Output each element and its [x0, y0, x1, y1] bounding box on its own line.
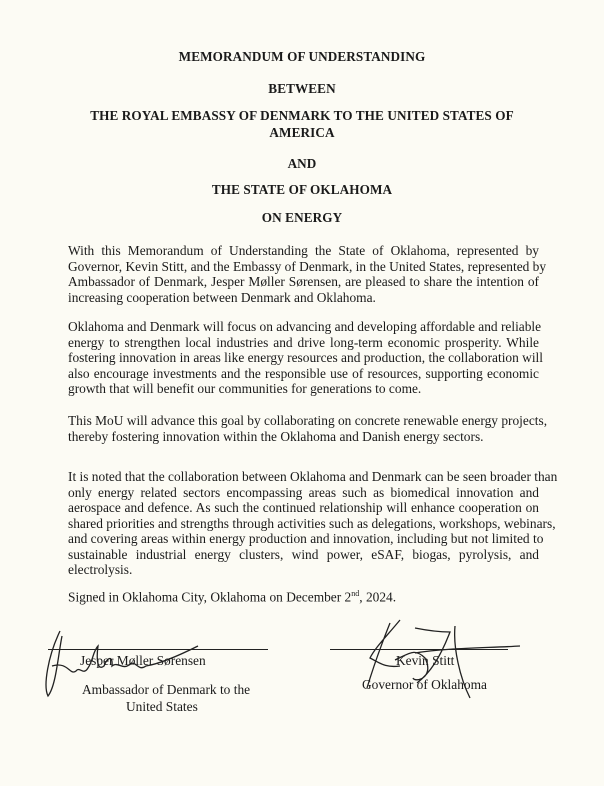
text-line: Governor, Kevin Stitt, and the Embassy of Denmark, in the United States, represented by — [68, 258, 547, 274]
signatory-title-left-line2: United States — [126, 699, 198, 714]
text-line: Ambassador of Denmark, Jesper Møller Sørensen, are pleased to share the intention of — [68, 274, 539, 289]
heading-subject: ON ENERGY — [261, 210, 343, 225]
text-line: Oklahoma and Denmark will focus on advancing and developing affordable and reliable — [68, 319, 542, 334]
signature-line-left — [48, 649, 268, 650]
text-line: thereby fostering innovation within the Oklahoma and Danish energy sectors. — [68, 428, 484, 444]
text-line: electrolysis. — [68, 562, 133, 577]
signatory-title-right: Governor of Oklahoma — [362, 677, 487, 692]
text-line: shared priorities and strengths through activities such as delegations, workshops, webinars, — [68, 515, 556, 531]
text-line: aerospace and defence. As such the continued relationship will enhance cooperation on — [68, 500, 539, 515]
text-line: energy to strengthen local industries and drive long-term economic prosperity. While — [68, 334, 539, 350]
text-line: and covering areas within energy production and innovation, including but not limited to — [68, 531, 544, 546]
signed-sup: nd — [351, 589, 360, 598]
paragraph-scope — [68, 469, 558, 578]
text-line: only energy related sectors encompassing areas such as biomedical innovation and — [68, 484, 539, 500]
paragraph-focus — [68, 319, 543, 397]
signatory-title-left-line1: Ambassador of Denmark to the — [82, 682, 251, 697]
signatory-name-right: Kevin Stitt — [396, 653, 455, 668]
text-line: also encourage investments and the responsible use of resources, supporting economic — [68, 365, 539, 381]
signatory-name-left: Jesper Møller Sørensen — [80, 653, 206, 668]
paragraph-intro — [68, 243, 547, 305]
signed-prefix: Signed in Oklahoma City, Oklahoma on December 2 — [68, 589, 352, 605]
heading-party1-line1: THE ROYAL EMBASSY OF DENMARK TO THE UNITED STATES OF — [90, 108, 514, 123]
heading-party1-line2: AMERICA — [269, 125, 335, 140]
signed-suffix: , 2024. — [359, 589, 397, 605]
document-title: MEMORANDUM OF UNDERSTANDING — [178, 49, 426, 64]
heading-between: BETWEEN — [268, 81, 336, 96]
text-line: growth that will benefit our communities for generations to come. — [68, 381, 422, 396]
text-line: With this Memorandum of Understanding the State of Oklahoma, represented by — [68, 243, 539, 258]
signing-statement — [68, 586, 396, 605]
text-line: It is noted that the collaboration between Oklahoma and Denmark can be seen broader than — [68, 469, 558, 484]
text-line: This MoU will advance this goal by collaborating on concrete renewable energy projects, — [68, 413, 548, 428]
paragraph-goal — [68, 413, 548, 444]
heading-and: AND — [287, 156, 317, 171]
text-line: increasing cooperation between Denmark and Oklahoma. — [68, 289, 376, 305]
heading-party2: THE STATE OF OKLAHOMA — [211, 182, 393, 197]
signature-line-right — [330, 649, 508, 650]
text-line: sustainable industrial energy clusters, wind power, eSAF, biogas, pyrolysis, and — [68, 546, 539, 562]
text-line: fostering innovation in areas like energy resources and production, the collaboration will — [68, 350, 543, 365]
